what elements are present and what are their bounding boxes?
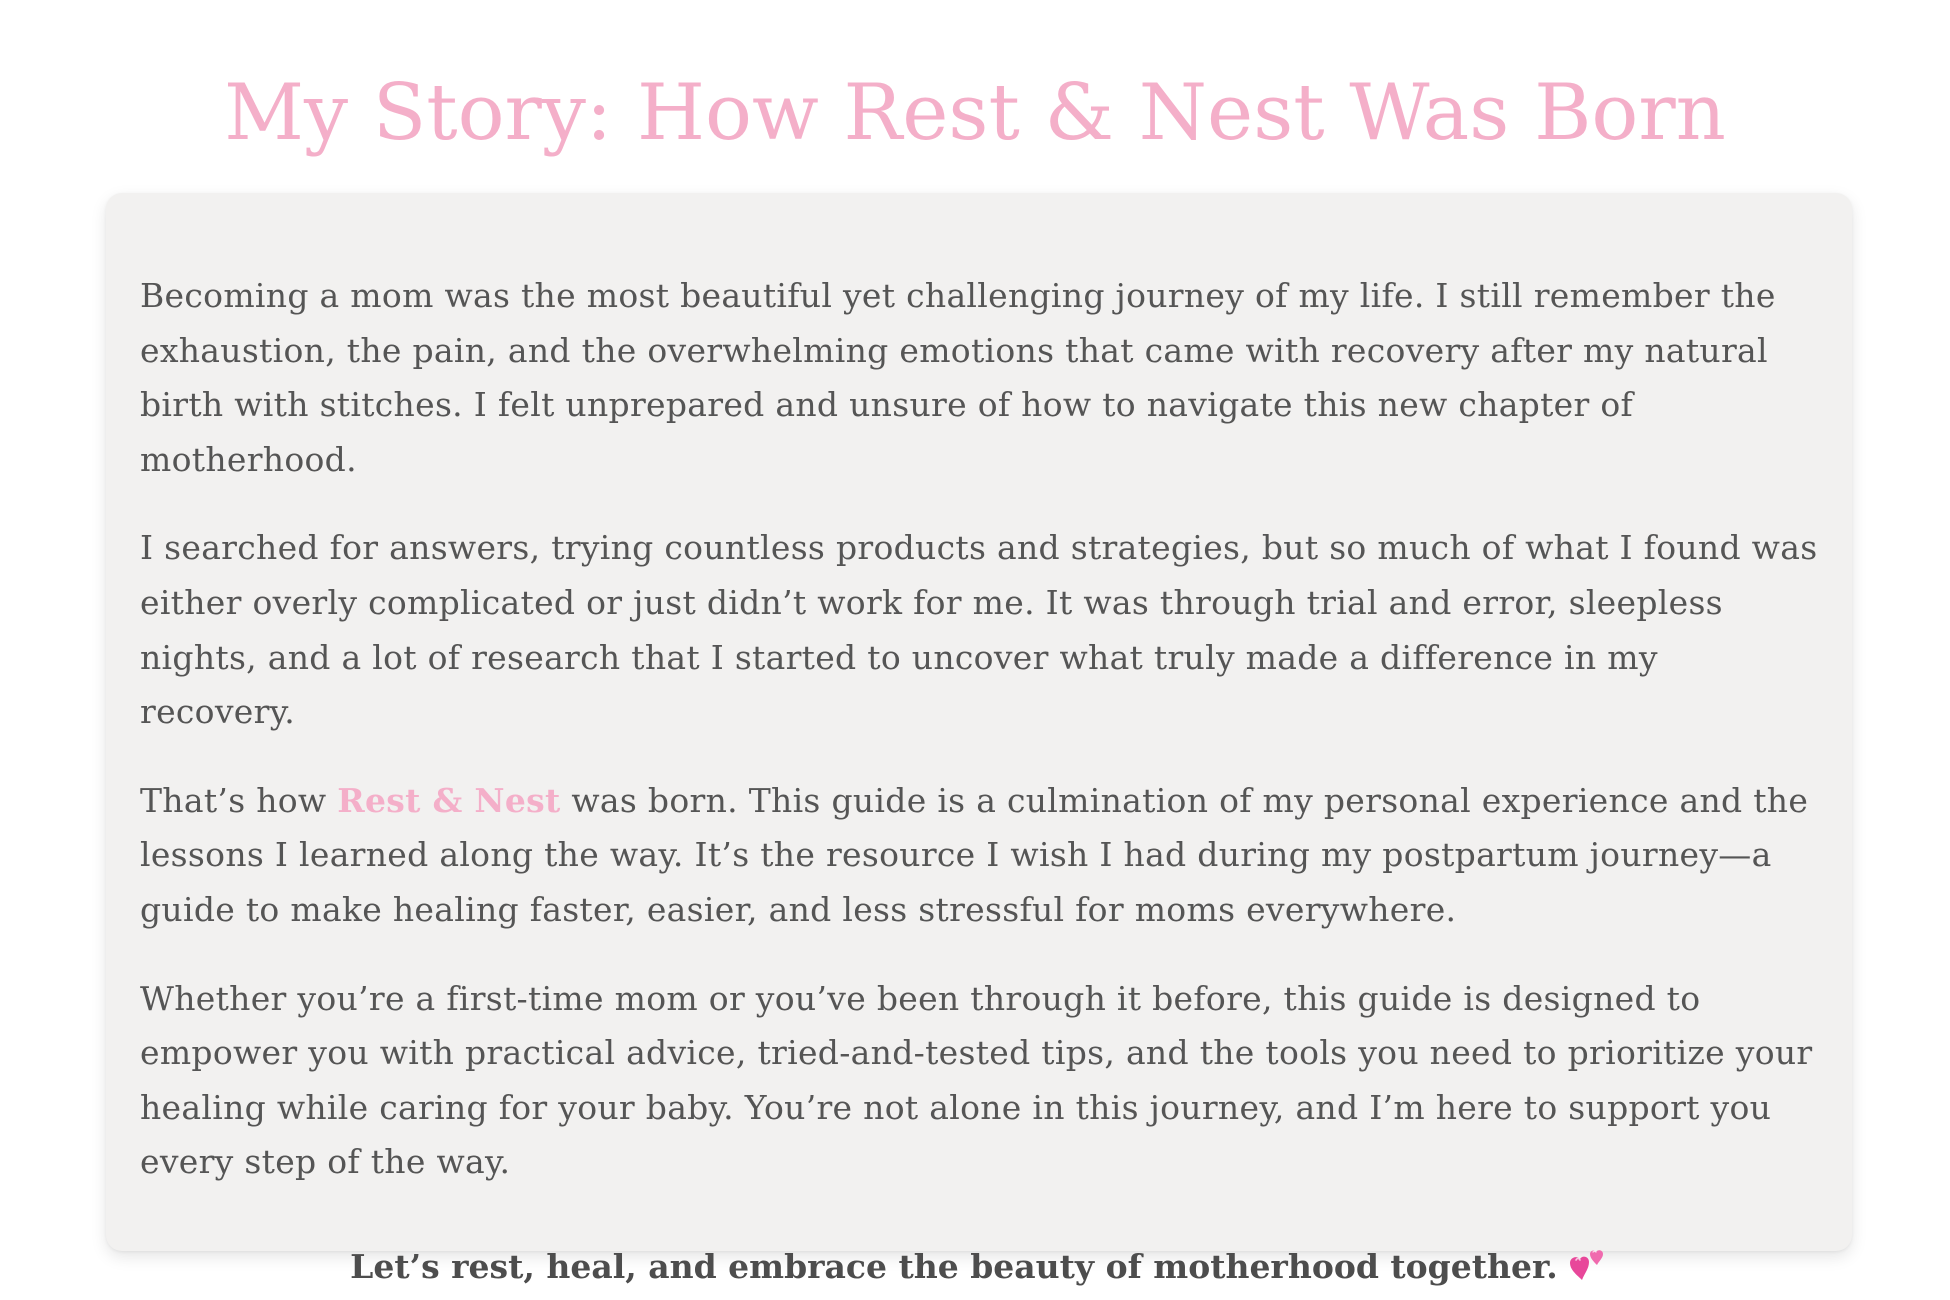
page-title: My Story: How Rest & Nest Was Born [224, 68, 1726, 158]
story-paragraph-1: Becoming a mom was the most beautiful yet challenging journey of my life. I still remember the exhaustion, the pain, and the overwhelming emotions that came with recovery after my natural birth with stitches. I felt unprepared and unsure of how to navigate this new chapter of motherhood. [140, 276, 1776, 479]
brand-name: Rest & Nest [337, 780, 561, 820]
story-card [106, 193, 1852, 1286]
closing-line [140, 1240, 1818, 1300]
paragraph-3-rest: was born. This guide is a culmination of my personal experience and the lessons I learned along the way. It’s the resource I wish I had during my postpartum journey—a guide to make healing faster, easier, and less stressful for moms everywhere. [140, 780, 1809, 929]
story-paragraph-4: Whether you’re a first-time mom or you’ve been through it before, this guide is designed to empower you with practical advice, tried-and-tested tips, and the tools you need to prioritize your healing while caring for your baby. You’re not alone in this journey, and I’m here to support you every step of the way. [140, 978, 1813, 1182]
story-paragraph-3 [140, 774, 1818, 938]
closing-text: Let’s rest, heal, and embrace the beauty of motherhood together. [350, 1246, 1558, 1286]
story-paragraph-2: I searched for answers, trying countless products and strategies, but so much of what I found was either overly complicated or just didn’t work for me. It was through trial and error, sleepless nights, and a lot of research that I started to uncover what truly made a difference in my recovery. [140, 528, 1818, 732]
paragraph-3-lead: That’s how [140, 780, 338, 820]
